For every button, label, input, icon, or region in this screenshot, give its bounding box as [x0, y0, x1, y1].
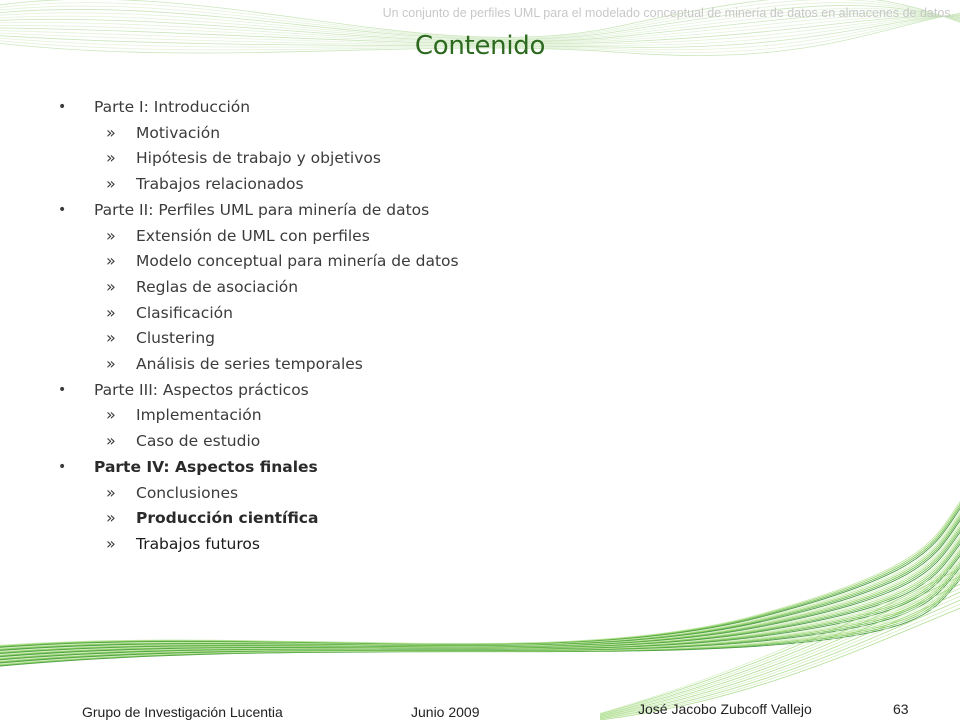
bullet-marker: •	[58, 99, 67, 115]
outline-section: Parte II: Perfiles UML para minería de datos	[94, 200, 430, 219]
outline-subsection: Producción científica	[136, 509, 319, 528]
sub-bullet-marker: »	[106, 122, 116, 142]
bullet-marker: •	[58, 201, 67, 218]
wave-line	[0, 481, 960, 649]
outline-subsection: Análisis de series temporales	[136, 355, 363, 373]
outline-section: Parte III: Aspectos prácticos	[94, 380, 309, 399]
sub-bullet-marker: »	[106, 148, 116, 168]
outline-subsection: Trabajos relacionados	[136, 175, 304, 194]
outline-subsection: Modelo conceptual para minería de datos	[136, 252, 459, 271]
footer-group: Grupo de Investigación Lucentia	[82, 704, 283, 720]
sub-bullet-marker: »	[106, 508, 116, 528]
sub-bullet-marker: »	[106, 251, 116, 271]
sub-bullet-marker: »	[106, 276, 116, 296]
wave-line	[0, 506, 960, 654]
sub-bullet-marker: »	[106, 302, 116, 322]
slide-number: 63	[893, 701, 909, 717]
footer-date: Junio 2009	[411, 704, 480, 720]
outline-subsection: Clasificación	[136, 303, 233, 322]
sub-bullet-marker: »	[106, 225, 116, 245]
bullet-marker: •	[58, 381, 67, 398]
outline-section: Parte IV: Aspectos finales	[94, 457, 318, 476]
sub-bullet-marker: »	[106, 174, 116, 194]
outline-subsection: Implementación	[136, 406, 262, 425]
outline-subsection: Extensión de UML con perfiles	[136, 226, 370, 245]
outline-subsection: Clustering	[136, 329, 215, 348]
sub-bullet-marker: »	[106, 354, 116, 373]
outline-subsection: Reglas de asociación	[136, 277, 299, 296]
outline-subsection: Trabajos futuros	[136, 534, 260, 553]
presentation-subtitle: Un conjunto de perfiles UML para el modelado conceptual de minería de datos en almacenes de datos.	[382, 6, 954, 20]
sub-bullet-marker: »	[106, 405, 116, 425]
footer-author: José Jacobo Zubcoff Vallejo	[638, 701, 812, 717]
outline-section: Parte I: Introducción	[94, 98, 251, 116]
bullet-marker: •	[58, 458, 67, 475]
outline-subsection: Hipótesis de trabajo y objetivos	[136, 149, 381, 168]
outline-subsection: Caso de estudio	[136, 432, 261, 451]
sub-bullet-marker: »	[106, 482, 116, 502]
sub-bullet-marker: »	[106, 328, 116, 348]
outline-subsection: Conclusiones	[136, 483, 239, 502]
slide-title: Contenido	[414, 31, 546, 61]
sub-bullet-marker: »	[106, 533, 116, 553]
sub-bullet-marker: »	[106, 431, 116, 451]
outline-subsection: Motivación	[136, 123, 221, 142]
